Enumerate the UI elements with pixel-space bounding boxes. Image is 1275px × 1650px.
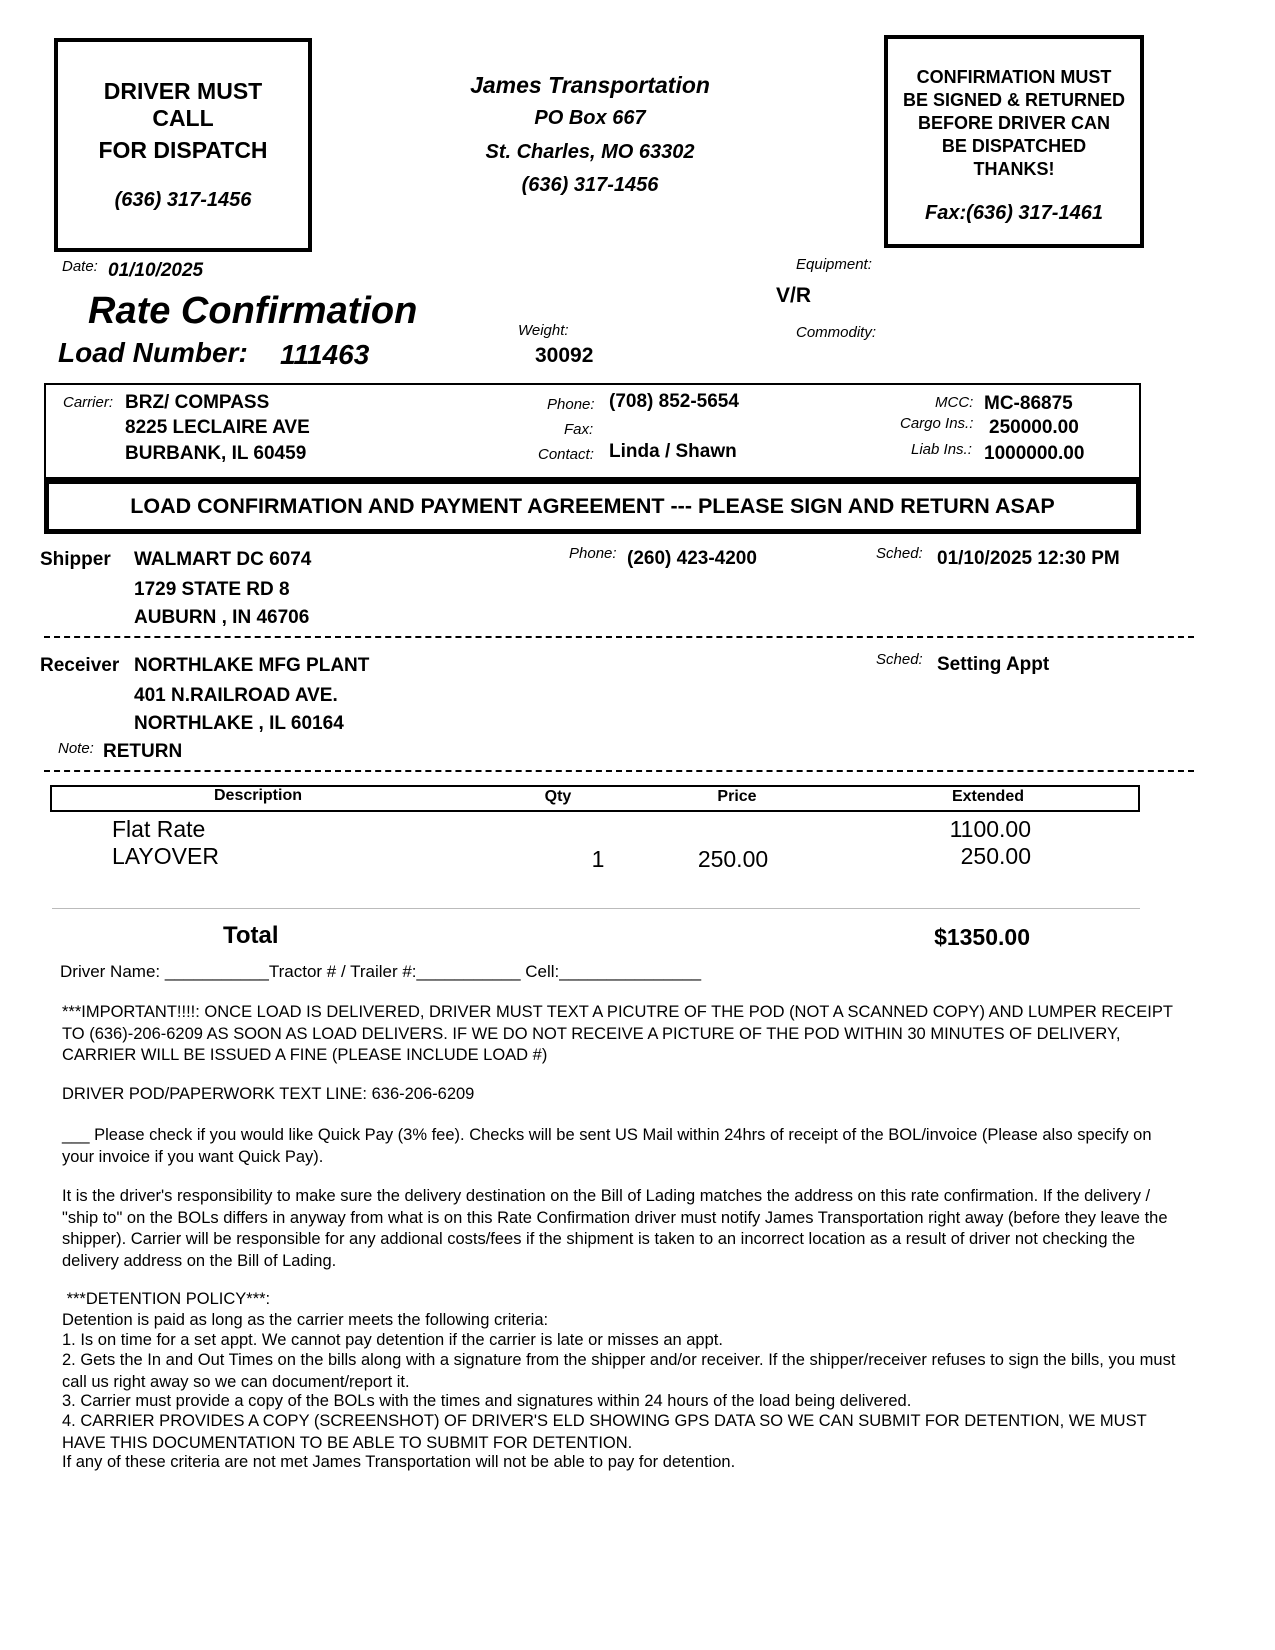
confirm-line-2: BE SIGNED & RETURNED — [902, 90, 1126, 110]
dispatch-line-1: DRIVER MUST — [103, 78, 263, 104]
load-number-label: Load Number: — [58, 337, 248, 368]
carrier-contact-label: Contact: — [538, 446, 594, 463]
col-header-description: Description — [213, 787, 302, 804]
note-value: RETURN — [103, 741, 183, 762]
item-price: 250.00 — [697, 846, 769, 872]
weight-value: 30092 — [535, 344, 594, 367]
carrier-name: BRZ/ COMPASS — [125, 392, 270, 413]
equipment-value: V/R — [776, 284, 812, 307]
equipment-label: Equipment: — [796, 256, 872, 273]
shipper-name: WALMART DC 6074 — [134, 549, 312, 570]
cargo-ins-value: 250000.00 — [989, 417, 1079, 438]
note-label: Note: — [58, 740, 94, 757]
shipper-phone-label: Phone: — [569, 545, 617, 562]
total-value: $1350.00 — [934, 924, 1030, 950]
agreement-banner — [44, 479, 1141, 534]
detention-closing: If any of these criteria are not met James Transportation will not be able to pay for detention. — [62, 1453, 736, 1471]
detention-title: ***DETENTION POLICY***: — [62, 1290, 271, 1308]
company-address-1: PO Box 667 — [534, 107, 646, 129]
receiver-sched-label: Sched: — [876, 651, 923, 668]
pod-text-line: DRIVER POD/PAPERWORK TEXT LINE: 636-206-6209 — [62, 1085, 475, 1103]
quick-pay-option: ___ Please check if you would like Quick Pay (3% fee). Checks will be sent US Mail within 24hrs of receipt of the BOL/invoice (Please also specify on your invoice if you want Quick Pay). — [62, 1126, 1152, 1166]
company-name: James Transportation — [470, 72, 710, 98]
carrier-fax-label: Fax: — [564, 421, 594, 438]
dispatch-phone: (636) 317-1456 — [114, 189, 252, 211]
confirmation-box — [884, 35, 1144, 248]
item-description: Flat Rate — [112, 816, 206, 842]
cargo-ins-label: Cargo Ins.: — [900, 415, 974, 432]
total-divider — [52, 908, 1140, 909]
detention-criterion-3: 3. Carrier must provide a copy of the BOLs with the times and signatures within 24 hours of the load being delivered. — [62, 1392, 912, 1410]
carrier-contact: Linda / Shawn — [609, 441, 737, 462]
section-divider — [44, 770, 1194, 772]
receiver-address-2: NORTHLAKE , IL 60164 — [134, 713, 344, 734]
driver-info-line: Driver Name: ___________Tractor # / Trailer #:___________ Cell:_______________ — [60, 962, 702, 981]
confirm-line-5: THANKS! — [973, 159, 1055, 179]
dispatch-box — [54, 38, 312, 252]
receiver-label: Receiver — [40, 655, 120, 676]
commodity-label: Commodity: — [796, 324, 877, 341]
important-notice: ***IMPORTANT!!!!: ONCE LOAD IS DELIVERED, DRIVER MUST TEXT A PICUTRE OF THE POD (NOT A SCANNED COPY) AND LUMPER RECEIPT TO (636)-206-6209 AS SOON AS LOAD DELIVERS. IF WE DO NOT RECEIVE A PICTURE OF THE POD WITHIN 30 MINUTES OF DELIVERY, CARRIER WILL BE ISSUED A FINE (PLEASE INCLUDE LOAD #) — [62, 1003, 1173, 1064]
item-qty: 1 — [591, 846, 605, 872]
driver-responsibility: It is the driver's responsibility to make sure the delivery destination on the Bill of Lading matches the address on this rate confirmation. If the delivery / "ship to" on the BOLs differs in anyway from what is on this Rate Confirmation driver must notify James Transportation right away (before they leave the shipper). Carrier will be responsible for any addional costs/fees if the shipment is taken to an incorrect location as a result of driver not checking the delivery address on the Bill of Lading. — [62, 1187, 1168, 1270]
shipper-sched-label: Sched: — [876, 545, 923, 562]
mcc-value: MC-86875 — [984, 393, 1073, 414]
shipper-sched: 01/10/2025 12:30 PM — [937, 548, 1120, 569]
section-divider — [44, 636, 1194, 638]
detention-criterion-2: 2. Gets the In and Out Times on the bills along with a signature from the shipper and/or receiver. If the shipper/receiver refuses to sign the bills, you must call us right away so we can document/report it. — [62, 1351, 1176, 1391]
shipper-address-1: 1729 STATE RD 8 — [134, 579, 290, 600]
agreement-banner-text: LOAD CONFIRMATION AND PAYMENT AGREEMENT --- PLEASE SIGN AND RETURN ASAP — [130, 494, 1055, 518]
liab-ins-value: 1000000.00 — [984, 443, 1085, 464]
carrier-address-2: BURBANK, IL 60459 — [125, 443, 307, 464]
date-value: 01/10/2025 — [108, 260, 204, 281]
load-number-value: 111463 — [280, 339, 370, 370]
confirm-line-3: BEFORE DRIVER CAN — [917, 113, 1110, 133]
weight-label: Weight: — [518, 322, 569, 339]
item-extended: 1100.00 — [949, 816, 1031, 842]
document-title: Rate Confirmation — [88, 290, 418, 332]
confirm-line-4: BE DISPATCHED — [941, 136, 1087, 156]
col-header-qty: Qty — [544, 788, 572, 805]
col-header-extended: Extended — [951, 788, 1024, 805]
shipper-phone: (260) 423-4200 — [627, 548, 757, 569]
total-label: Total — [223, 922, 279, 949]
receiver-address-1: 401 N.RAILROAD AVE. — [134, 685, 338, 706]
carrier-phone-label: Phone: — [547, 396, 595, 413]
dispatch-line-2: CALL — [152, 105, 214, 131]
carrier-address-1: 8225 LECLAIRE AVE — [125, 417, 310, 438]
shipper-address-2: AUBURN , IN 46706 — [134, 607, 310, 628]
detention-criterion-1: 1. Is on time for a set appt. We cannot pay detention if the carrier is late or misses an appt. — [62, 1331, 723, 1349]
detention-intro: Detention is paid as long as the carrier meets the following criteria: — [62, 1311, 549, 1329]
receiver-name: NORTHLAKE MFG PLANT — [134, 655, 370, 676]
detention-criterion-4: 4. CARRIER PROVIDES A COPY (SCREENSHOT) OF DRIVER'S ELD SHOWING GPS DATA SO WE CAN SUBMIT FOR DETENTION, WE MUST HAVE THIS DOCUMENTATION TO BE ABLE TO SUBMIT FOR DETENTION. — [62, 1412, 1147, 1452]
shipper-label: Shipper — [40, 549, 111, 570]
company-phone: (636) 317-1456 — [521, 174, 659, 196]
carrier-phone: (708) 852-5654 — [609, 391, 739, 412]
dispatch-line-3: FOR DISPATCH — [98, 137, 268, 163]
liab-ins-label: Liab Ins.: — [911, 441, 972, 458]
date-label: Date: — [62, 258, 98, 275]
item-extended: 250.00 — [960, 843, 1031, 869]
col-header-price: Price — [717, 788, 757, 805]
item-description: LAYOVER — [112, 843, 219, 869]
confirm-fax: Fax:(636) 317-1461 — [925, 202, 1103, 224]
receiver-sched: Setting Appt — [937, 654, 1050, 675]
mcc-label: MCC: — [935, 394, 974, 411]
carrier-label: Carrier: — [63, 394, 114, 411]
company-address-2: St. Charles, MO 63302 — [485, 141, 695, 163]
confirm-line-1: CONFIRMATION MUST — [916, 67, 1112, 87]
